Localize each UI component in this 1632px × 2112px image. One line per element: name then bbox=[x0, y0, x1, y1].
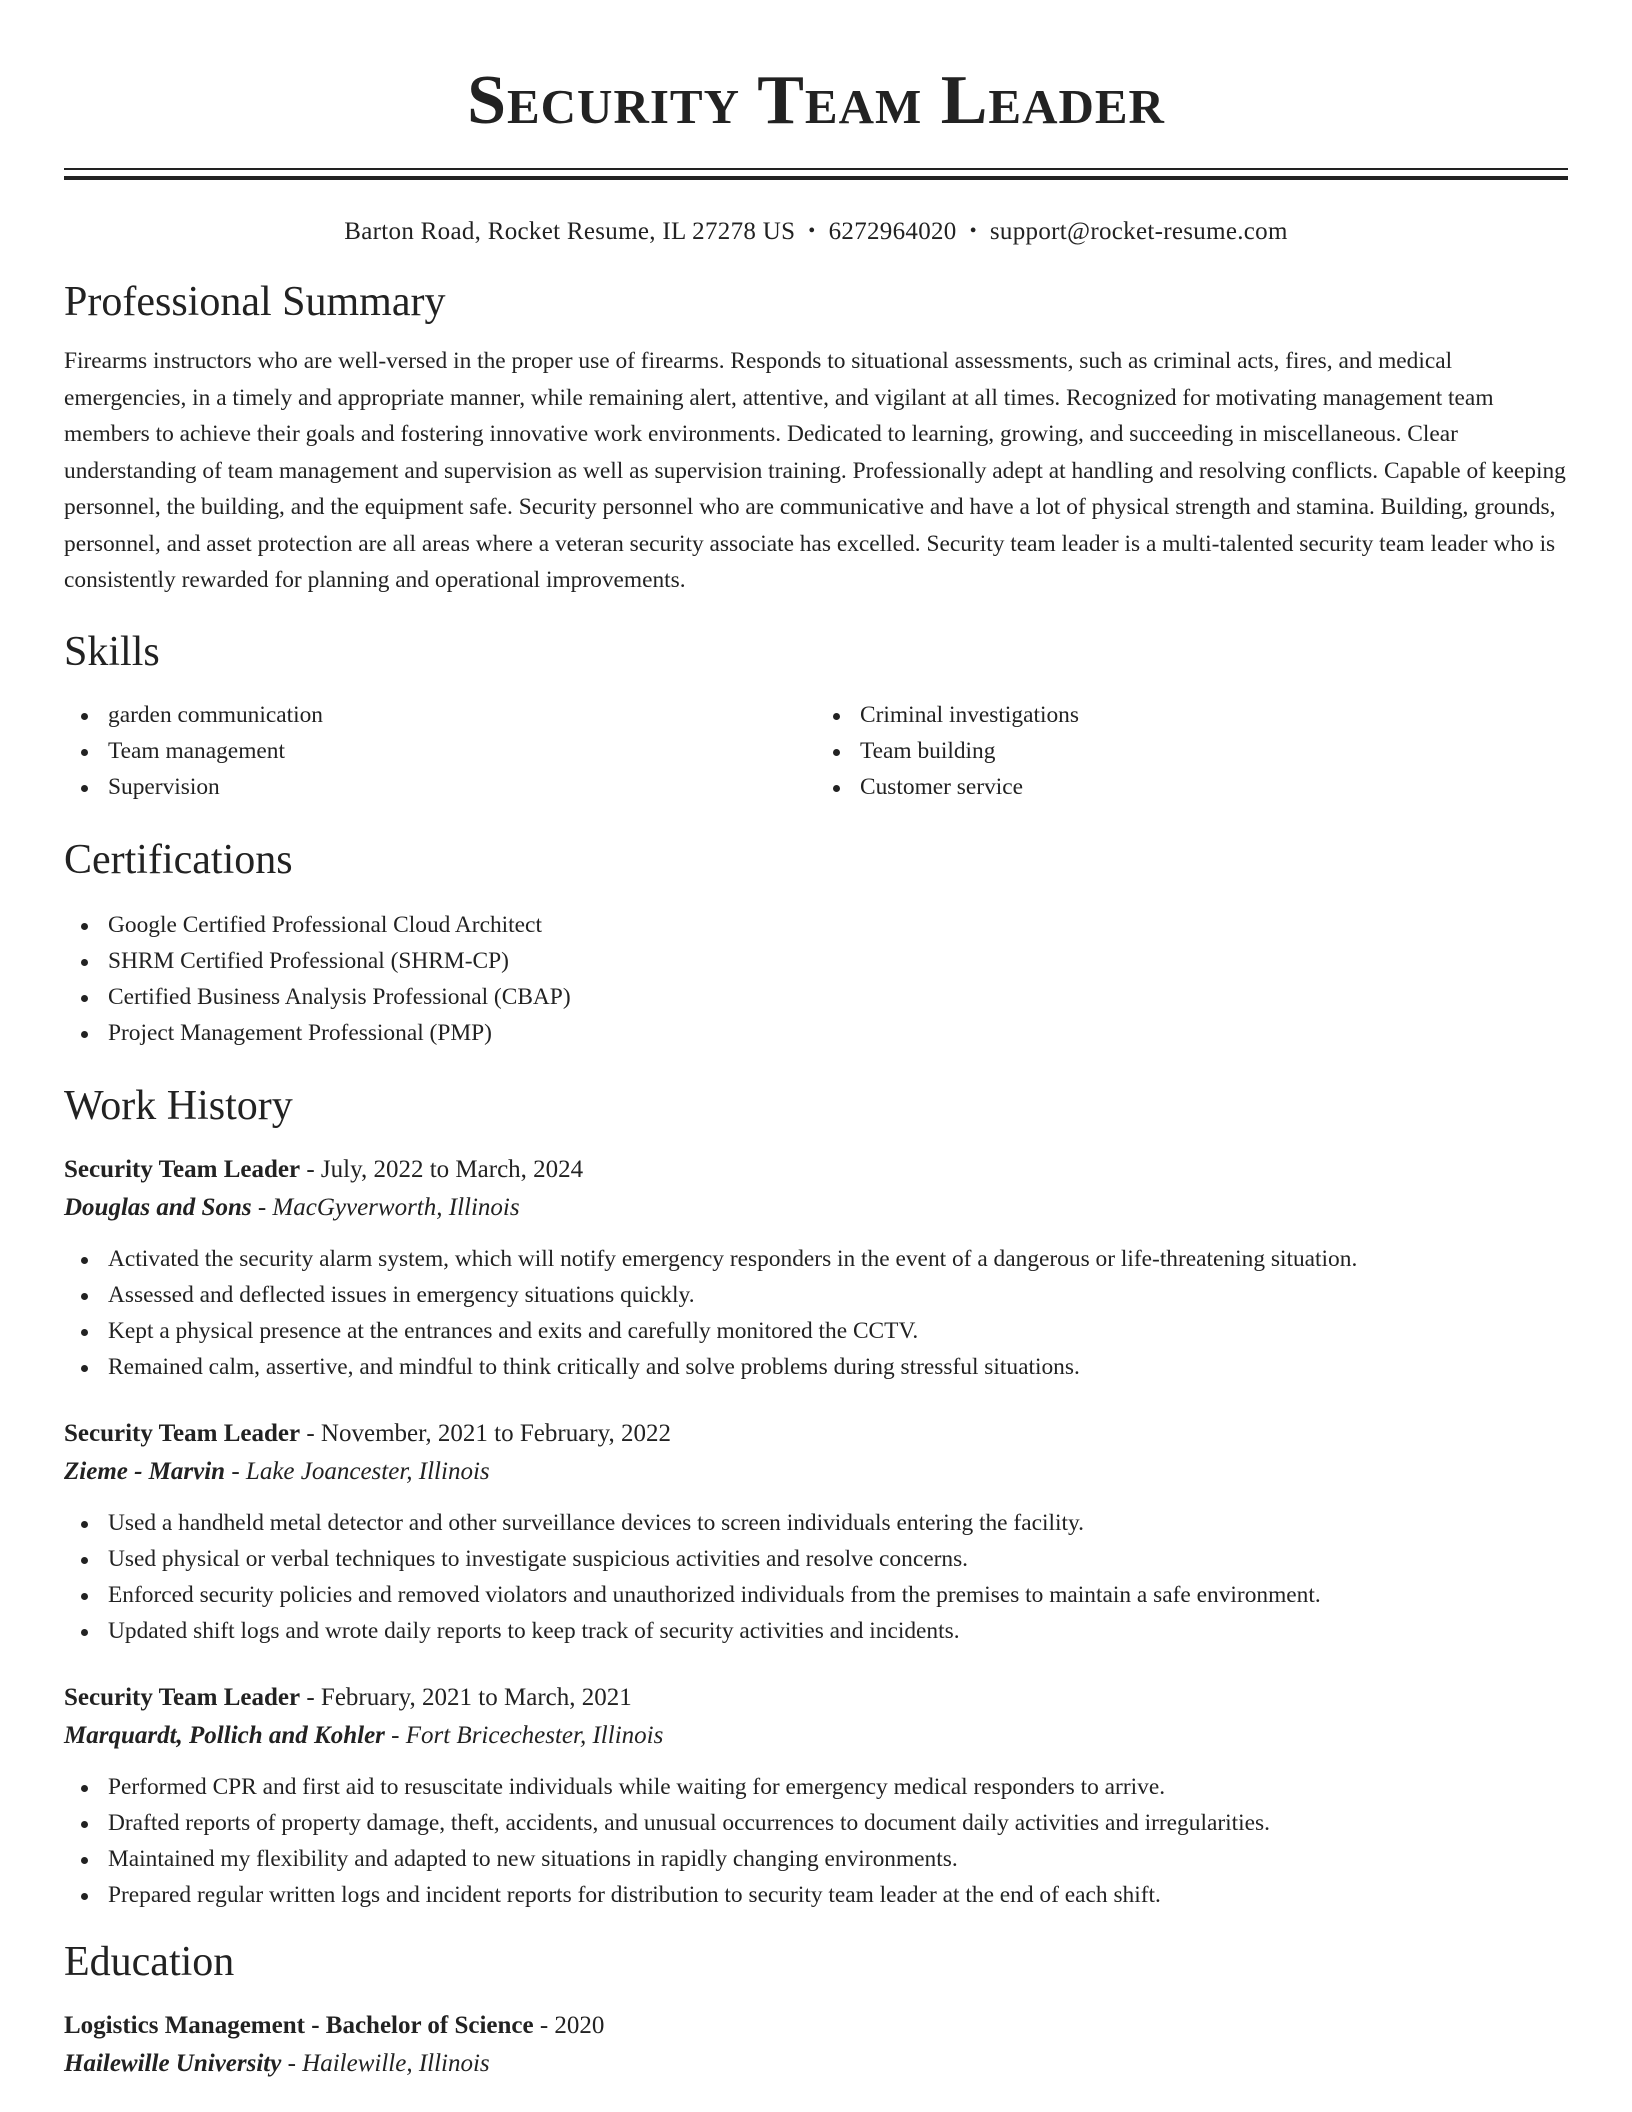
contact-address: Barton Road, Rocket Resume, IL 27278 US bbox=[344, 218, 796, 245]
education-heading: Education bbox=[64, 1938, 235, 1985]
education-degree-line bbox=[64, 2007, 1568, 2045]
job-bullet: Assessed and deflected issues in emergency situations quickly. bbox=[108, 1277, 1568, 1313]
job-title: Security Team Leader bbox=[64, 1419, 301, 1447]
skills-right-list bbox=[816, 697, 1568, 805]
job-bullets bbox=[64, 1505, 1568, 1649]
job-bullet: Kept a physical presence at the entrances and exits and carefully monitored the CCTV. bbox=[108, 1313, 1568, 1349]
contact-separator: • bbox=[969, 220, 977, 242]
job-bullet: Used physical or verbal techniques to investigate suspicious activities and resolve concerns. bbox=[108, 1541, 1568, 1577]
job-company-line bbox=[64, 1717, 1568, 1755]
job-bullet: Performed CPR and first aid to resuscitate individuals while waiting for emergency medical responders to arrive. bbox=[108, 1769, 1568, 1805]
education-location: - Hailewille, Illinois bbox=[281, 2049, 490, 2077]
certification-item: Project Management Professional (PMP) bbox=[108, 1015, 1568, 1051]
job-company: Marquardt, Pollich and Kohler bbox=[64, 1721, 385, 1749]
job-location: - Lake Joancester, Illinois bbox=[225, 1457, 490, 1485]
education-entry bbox=[64, 2007, 1568, 2083]
skill-item: Customer service bbox=[860, 769, 1568, 805]
title-rule-thin bbox=[64, 168, 1568, 170]
certification-item: Certified Business Analysis Professional (CBAP) bbox=[108, 979, 1568, 1015]
education-school-line bbox=[64, 2045, 1568, 2083]
skills-left-list bbox=[64, 697, 816, 805]
job-company-line bbox=[64, 1453, 1568, 1491]
summary-heading: Professional Summary bbox=[64, 279, 446, 325]
job-bullet: Activated the security alarm system, which will notify emergency responders in the event of a dangerous or life-threatening situation. bbox=[108, 1241, 1568, 1277]
job-bullet: Maintained my flexibility and adapted to new situations in rapidly changing environments. bbox=[108, 1841, 1568, 1877]
job-bullets bbox=[64, 1241, 1568, 1385]
certification-item: SHRM Certified Professional (SHRM-CP) bbox=[108, 943, 1568, 979]
job-bullet: Remained calm, assertive, and mindful to think critically and solve problems during stressful situations. bbox=[108, 1349, 1568, 1385]
certifications-section bbox=[64, 835, 1568, 1051]
job-bullet: Used a handheld metal detector and other surveillance devices to screen individuals entering the facility. bbox=[108, 1505, 1568, 1541]
job-company-line bbox=[64, 1189, 1568, 1227]
job-bullet: Prepared regular written logs and incident reports for distribution to security team leader at the end of each shift. bbox=[108, 1877, 1568, 1913]
job-title-line bbox=[64, 1151, 1568, 1189]
job-bullet: Updated shift logs and wrote daily reports to keep track of security activities and incidents. bbox=[108, 1613, 1568, 1649]
job-bullet: Enforced security policies and removed violators and unauthorized individuals from the premises to maintain a safe environment. bbox=[108, 1577, 1568, 1613]
education-year: - 2020 bbox=[533, 2011, 605, 2039]
job-bullet: Drafted reports of property damage, theft, accidents, and unusual occurrences to document daily activities and irregularities. bbox=[108, 1805, 1568, 1841]
skill-item: Supervision bbox=[108, 769, 816, 805]
job-title-line bbox=[64, 1679, 1568, 1717]
skill-item: Team management bbox=[108, 733, 816, 769]
job-location: - MacGyverworth, Illinois bbox=[251, 1193, 520, 1221]
job-dates: - February, 2021 to March, 2021 bbox=[300, 1683, 632, 1711]
resume-title: Security Team Leader bbox=[467, 62, 1165, 139]
job-location: - Fort Bricechester, Illinois bbox=[384, 1721, 664, 1749]
skills-heading: Skills bbox=[64, 628, 160, 675]
job-entry bbox=[64, 1415, 1568, 1649]
contact-phone: 6272964020 bbox=[828, 218, 957, 245]
job-title: Security Team Leader bbox=[64, 1155, 301, 1183]
summary-section bbox=[64, 277, 1568, 599]
job-title-line bbox=[64, 1415, 1568, 1453]
resume-page bbox=[64, 0, 1568, 2083]
work-history-section bbox=[64, 1081, 1568, 1913]
summary-text: Firearms instructors who are well-versed in the proper use of firearms. Responds to situational assessments, such as criminal acts, fires, and medical emergencies, in a timely and appropriate manner, while remaining alert, attentive, and vigilant at all times. Recognized for motivating management team members to achieve their goals and fostering innovative work environments. Dedicated to learning, growing, and succeeding in miscellaneous. Clear understanding of team management and supervision as well as supervision training. Professionally adept at handling and resolving conflicts. Capable of keeping personnel, the building, and the equipment safe. Security personnel who are communicative and have a lot of physical strength and stamina. Building, grounds, personnel, and asset protection are all areas where a veteran security associate has excelled. Security team leader is a multi-talented security team leader who is consistently rewarded for planning and operational improvements. bbox=[64, 348, 1566, 593]
certification-item: Google Certified Professional Cloud Architect bbox=[108, 907, 1568, 943]
job-title: Security Team Leader bbox=[64, 1683, 301, 1711]
contact-line bbox=[64, 216, 1568, 247]
job-entry bbox=[64, 1151, 1568, 1385]
skill-item: garden communication bbox=[108, 697, 816, 733]
education-school: Hailewille University bbox=[64, 2049, 282, 2077]
skill-item: Criminal investigations bbox=[860, 697, 1568, 733]
contact-separator: • bbox=[808, 220, 816, 242]
education-degree: Logistics Management - Bachelor of Science bbox=[64, 2011, 534, 2039]
certifications-heading: Certifications bbox=[64, 836, 293, 883]
job-company: Zieme - Marvin bbox=[64, 1457, 226, 1485]
title-rule-thick bbox=[64, 176, 1568, 180]
skills-section bbox=[64, 627, 1568, 805]
skill-item: Team building bbox=[860, 733, 1568, 769]
work-history-heading: Work History bbox=[64, 1082, 293, 1129]
job-company: Douglas and Sons bbox=[64, 1193, 252, 1221]
certifications-list bbox=[64, 907, 1568, 1051]
job-dates: - November, 2021 to February, 2022 bbox=[300, 1419, 672, 1447]
job-entry bbox=[64, 1679, 1568, 1913]
contact-email: support@rocket-resume.com bbox=[989, 218, 1288, 245]
job-bullets bbox=[64, 1769, 1568, 1913]
job-dates: - July, 2022 to March, 2024 bbox=[300, 1155, 584, 1183]
skills-columns bbox=[64, 697, 1568, 805]
education-section bbox=[64, 1937, 1568, 2083]
